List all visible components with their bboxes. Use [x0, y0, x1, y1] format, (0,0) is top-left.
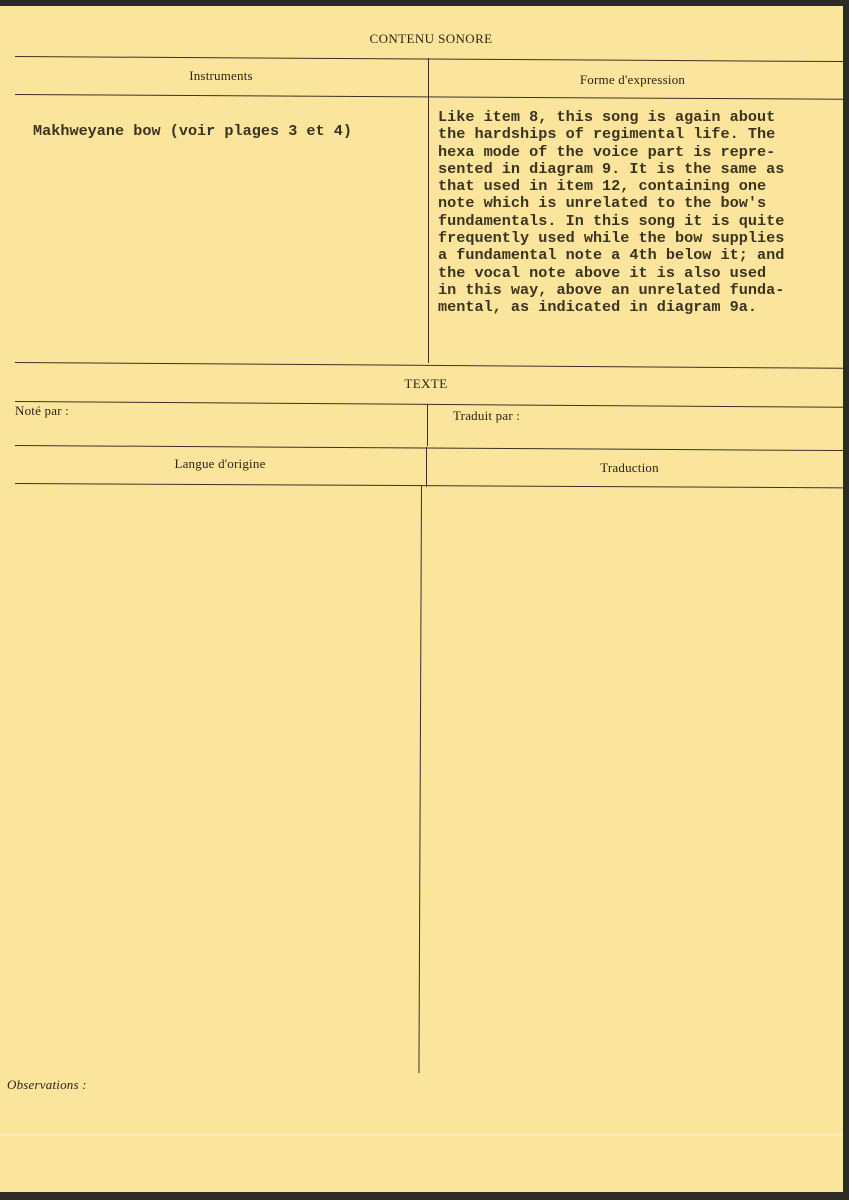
- column-divider: [428, 58, 429, 363]
- forme-expression-line: that used in item 12, containing one: [438, 177, 767, 196]
- column-divider: [427, 404, 428, 446]
- forme-expression-line: hexa mode of the voice part is repre-: [438, 142, 776, 161]
- forme-expression-line: the vocal note above it is also used: [438, 263, 767, 282]
- langue-origine-column-header: Langue d'origine: [174, 456, 266, 471]
- forme-expression-line: fundamentals. In this song it is quite: [438, 211, 785, 230]
- forme-expression-line: the hardships of regimental life. The: [438, 125, 776, 144]
- forme-expression-column-header: Forme d'expression: [579, 72, 686, 87]
- forme-expression-line: Like item 8, this song is again about: [438, 108, 776, 126]
- traduit-par-label: Traduit par :: [453, 408, 521, 423]
- divider: [15, 401, 843, 408]
- forme-expression-line: note which is unrelated to the bow's: [438, 194, 767, 213]
- forme-expression-line: in this way, above an unrelated funda-: [438, 280, 785, 299]
- note-par-label: Noté par :: [15, 403, 69, 418]
- archive-form-card: [0, 6, 843, 1192]
- forme-expression-line: sented in diagram 9. It is the same as: [438, 159, 785, 178]
- forme-expression-line: mental, as indicated in diagram 9a.: [438, 298, 757, 317]
- forme-expression-line: a fundamental note a 4th below it; and: [438, 246, 785, 265]
- divider: [15, 445, 843, 451]
- forme-expression-line: frequently used while the bow supplies: [438, 229, 785, 248]
- instruments-value: Makhweyane bow (voir plages 3 et 4): [33, 122, 352, 140]
- observations-label: Observations :: [7, 1077, 87, 1092]
- traduction-column-header: Traduction: [600, 460, 659, 475]
- column-divider: [418, 486, 422, 1073]
- column-divider: [426, 447, 427, 487]
- divider: [15, 483, 843, 488]
- divider: [15, 362, 843, 369]
- forme-expression-text: [438, 109, 830, 317]
- section-title-texte: TEXTE: [404, 376, 448, 391]
- instruments-column-header: Instruments: [189, 68, 253, 83]
- section-title-contenu-sonore: CONTENU SONORE: [369, 31, 493, 46]
